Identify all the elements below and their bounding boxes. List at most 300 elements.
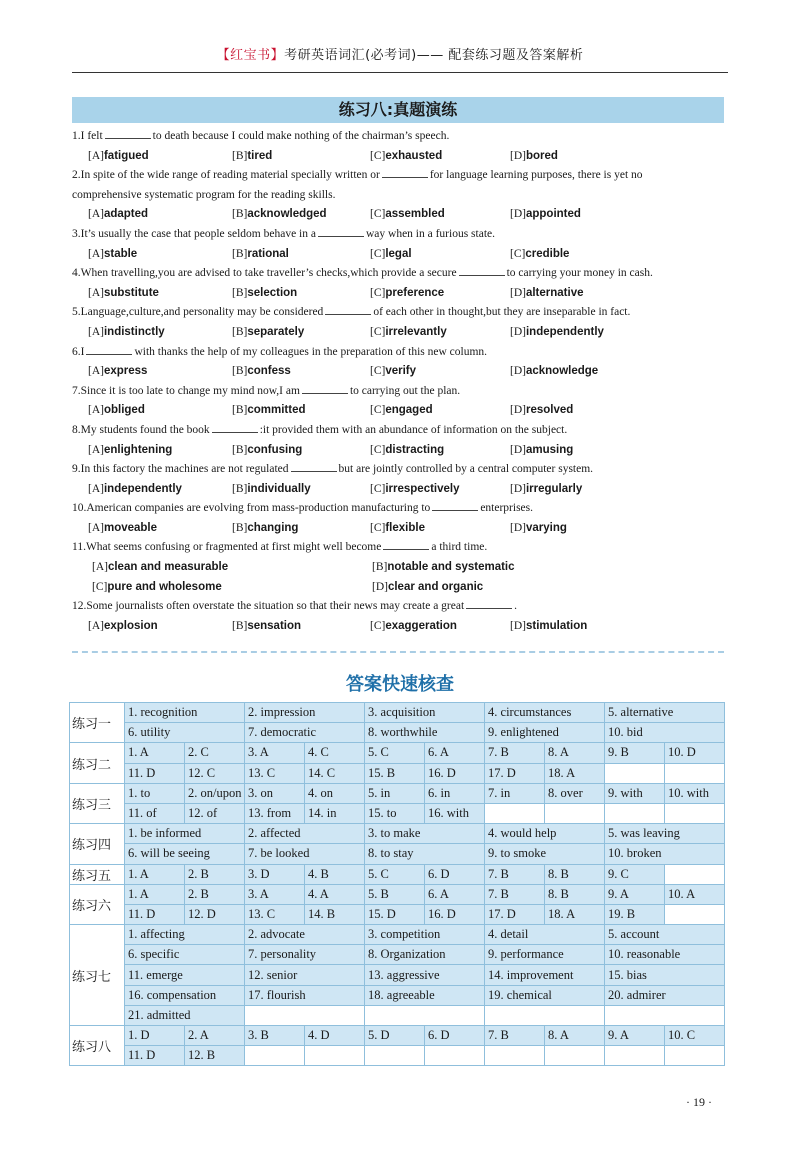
answer-cell (665, 763, 725, 783)
option-text: separately (247, 325, 305, 338)
option-letter: [B] (232, 443, 248, 456)
answer-blank (212, 422, 258, 433)
option-row (72, 519, 732, 539)
option-text: confess (247, 365, 291, 378)
answers-title: 答案快速核查 (346, 674, 454, 695)
question-text: Some journalists often overstate the situation so that their news may create a great (86, 600, 465, 613)
option-letter: [B] (232, 521, 248, 534)
answer-cell: 14. in (305, 803, 365, 823)
option-letter: [D] (372, 580, 388, 593)
option-text: flexible (385, 521, 425, 534)
option (510, 617, 587, 637)
option-text: sensation (247, 619, 302, 632)
option (370, 284, 444, 304)
question-number: 8. (72, 423, 81, 436)
option-letter: [B] (232, 404, 248, 417)
exercise-label: 练习四 (70, 824, 125, 864)
option-letter: [C] (370, 286, 386, 299)
question-stem (72, 421, 732, 441)
answer-cell: 8. B (545, 864, 605, 884)
answer-cell: 3. competition (365, 925, 485, 945)
option-text: fatigued (103, 149, 149, 162)
answer-cell: 13. from (245, 803, 305, 823)
page-number: · 19 · (686, 1095, 712, 1109)
option (232, 205, 327, 225)
option (510, 205, 581, 225)
question-text: to death because I could make nothing of the chairman’s speech. (152, 130, 450, 142)
answer-cell: 11. of (125, 803, 185, 823)
answer-cell: 4. D (305, 1026, 365, 1046)
option-text: irrelevantly (385, 325, 447, 338)
answer-cell: 3. to make (365, 824, 485, 844)
header-brand: 【红宝书】 (216, 48, 285, 63)
question-list (72, 127, 732, 636)
answer-cell: 15. B (365, 763, 425, 783)
option (370, 205, 445, 225)
option-text: varying (525, 521, 567, 534)
option-text: individually (247, 482, 311, 495)
exercise-label: 练习三 (70, 783, 125, 823)
answer-cell: 12. C (185, 763, 245, 783)
question-text: to carrying out the plan. (349, 384, 461, 397)
answer-cell: 9. A (605, 884, 665, 904)
option-letter: [D] (510, 482, 526, 495)
option-letter: [B] (232, 149, 248, 162)
answer-cell: 13. aggressive (365, 965, 485, 985)
option (92, 558, 228, 578)
question-stem (72, 499, 732, 519)
answer-cell: 18. A (545, 763, 605, 783)
question-text: American companies are evolving from mass-production manufacturing to (86, 502, 431, 515)
option-letter: [C] (370, 208, 386, 221)
option-text: engaged (385, 404, 433, 417)
answer-cell: 9. C (605, 864, 665, 884)
question-text: I (80, 345, 85, 358)
answer-cell: 19. chemical (485, 985, 605, 1005)
option-text: indistinctly (103, 325, 165, 338)
answer-row (70, 1026, 725, 1046)
answer-row (70, 945, 725, 965)
option (232, 284, 297, 304)
question-number: 11. (72, 541, 86, 554)
answer-blank (432, 500, 478, 511)
option-text: clean and measurable (107, 561, 229, 574)
question-stem (72, 382, 732, 402)
option-row (72, 323, 732, 343)
question-text: for language learning purposes, there is yet no (429, 169, 643, 182)
exercise-label: 练习二 (70, 743, 125, 783)
question-stem (72, 166, 732, 186)
question-text: When travelling,you are advised to take traveller’s checks,which provide a secure (80, 267, 457, 280)
option (232, 245, 289, 265)
question-text: I felt (80, 130, 103, 142)
answer-blank (318, 226, 364, 237)
option-letter: [D] (510, 619, 526, 632)
answer-cell (545, 1046, 605, 1066)
answer-cell (665, 1046, 725, 1066)
answer-row (70, 723, 725, 743)
question-number: 6. (72, 345, 81, 358)
answer-cell: 7. B (485, 864, 545, 884)
option-text: moveable (103, 521, 158, 534)
answer-cell: 3. on (245, 783, 305, 803)
answer-cell: 11. emerge (125, 965, 245, 985)
option-text: amusing (525, 443, 574, 456)
option-text: adapted (103, 208, 149, 221)
option (510, 519, 567, 539)
option-letter: [D] (510, 404, 526, 417)
answer-cell: 6. will be seeing (125, 844, 245, 864)
option (510, 441, 573, 461)
answer-cell: 5. was leaving (605, 824, 725, 844)
answer-cell: 3. D (245, 864, 305, 884)
question-number: 4. (72, 267, 81, 280)
option-text: assembled (385, 208, 445, 221)
option-letter: [C] (370, 365, 386, 378)
option-text: acknowledge (525, 365, 599, 378)
option-text: express (103, 365, 148, 378)
answer-cell: 15. D (365, 904, 425, 924)
question-text: . (514, 600, 518, 613)
option-letter: [D] (510, 521, 526, 534)
answer-cell: 10. D (665, 743, 725, 763)
option-row (72, 401, 732, 421)
answer-cell (665, 904, 725, 924)
answer-cell: 4. on (305, 783, 365, 803)
answer-cell: 9. A (605, 1026, 665, 1046)
option-text: clear and organic (387, 580, 484, 593)
answer-table (69, 702, 725, 1066)
option (232, 323, 304, 343)
answer-row (70, 904, 725, 924)
option-letter: [B] (232, 619, 248, 632)
option-letter: [A] (88, 482, 104, 495)
option-text: acknowledged (247, 208, 327, 221)
option-letter: [B] (232, 208, 248, 221)
answer-cell (665, 864, 725, 884)
option-letter: [D] (510, 443, 526, 456)
header-title: 考研英语词汇(必考词)—— 配套练习题及答案解析 (284, 48, 584, 63)
option-text: exhausted (385, 149, 443, 162)
option-row (72, 617, 732, 637)
answer-cell: 14. B (305, 904, 365, 924)
option-text: committed (247, 404, 306, 417)
question-stem (72, 264, 732, 284)
exercise-label: 练习七 (70, 925, 125, 1026)
question-text: It’s usually the case that people seldom behave in a (80, 227, 316, 240)
option-letter: [A] (88, 149, 104, 162)
question-text: In spite of the wide range of reading material specially written or (80, 169, 380, 182)
question-number: 9. (72, 463, 81, 476)
question-text: but are jointly controlled by a central computer system. (338, 463, 594, 476)
option-text: tired (247, 149, 273, 162)
answer-cell: 10. bid (605, 723, 725, 743)
answer-cell: 9. enlightened (485, 723, 605, 743)
option (88, 401, 145, 421)
answer-cell (365, 1046, 425, 1066)
answer-cell: 7. democratic (245, 723, 365, 743)
option-row (72, 480, 732, 500)
option-text: stable (103, 247, 138, 260)
answer-cell: 15. to (365, 803, 425, 823)
option (88, 147, 149, 167)
answer-cell: 1. A (125, 884, 185, 904)
running-header (72, 44, 728, 63)
option-row (72, 205, 732, 225)
option-letter: [A] (88, 286, 104, 299)
option (88, 245, 137, 265)
question-stem (72, 343, 732, 363)
option-letter: [C] (370, 521, 386, 534)
answer-row (70, 884, 725, 904)
option-text: confusing (247, 443, 303, 456)
option-letter: [B] (232, 247, 248, 260)
answer-cell: 5. D (365, 1026, 425, 1046)
option-text: irrespectively (385, 482, 460, 495)
answer-cell: 7. B (485, 1026, 545, 1046)
answer-cell: 12. D (185, 904, 245, 924)
question-stem (72, 225, 732, 245)
exercise-label: 练习八 (70, 1026, 125, 1066)
answer-cell: 4. would help (485, 824, 605, 844)
answer-cell: 20. admirer (605, 985, 725, 1005)
answer-cell: 8. worthwhile (365, 723, 485, 743)
answer-row (70, 1046, 725, 1066)
answer-cell: 2. B (185, 864, 245, 884)
answer-cell: 11. D (125, 1046, 185, 1066)
answer-cell: 5. C (365, 864, 425, 884)
option (88, 284, 159, 304)
answer-blank (325, 304, 371, 315)
answer-cell: 7. B (485, 884, 545, 904)
option-row (72, 245, 732, 265)
option-letter: [C] (510, 247, 526, 260)
answer-cell: 12. of (185, 803, 245, 823)
answer-blank (86, 344, 132, 355)
answer-cell: 3. A (245, 884, 305, 904)
option (370, 480, 460, 500)
answer-cell: 1. affecting (125, 925, 245, 945)
answer-cell (605, 763, 665, 783)
option-text: explosion (103, 619, 158, 632)
answer-cell: 14. C (305, 763, 365, 783)
answer-cell: 4. B (305, 864, 365, 884)
option-letter: [C] (370, 325, 386, 338)
option-text: enlightening (103, 443, 173, 456)
question-text: a third time. (431, 541, 488, 554)
answer-cell: 9. performance (485, 945, 605, 965)
answer-cell: 1. be informed (125, 824, 245, 844)
question-stem (72, 597, 732, 617)
answer-cell: 3. acquisition (365, 703, 485, 723)
answer-cell: 1. A (125, 864, 185, 884)
option (92, 578, 222, 598)
option (88, 362, 147, 382)
option-row (72, 578, 732, 598)
answer-cell: 10. C (665, 1026, 725, 1046)
answer-cell: 11. D (125, 763, 185, 783)
option-text: selection (247, 286, 298, 299)
answer-row (70, 864, 725, 884)
option (372, 578, 483, 598)
answer-cell: 9. to smoke (485, 844, 605, 864)
option-letter: [A] (88, 521, 104, 534)
exercise-label: 练习五 (70, 864, 125, 884)
option (510, 147, 558, 167)
answer-cell (365, 1005, 485, 1025)
option-letter: [A] (88, 443, 104, 456)
option-text: resolved (525, 404, 574, 417)
question-text: Since it is too late to change my mind now,I am (80, 384, 300, 397)
option (510, 362, 598, 382)
question-number: 1. (72, 130, 81, 142)
option-text: independently (525, 325, 604, 338)
answer-row (70, 743, 725, 763)
option (88, 480, 182, 500)
answer-cell: 2. advocate (245, 925, 365, 945)
option (370, 245, 412, 265)
answer-cell: 4. detail (485, 925, 605, 945)
answer-cell: 7. personality (245, 945, 365, 965)
exercise-label: 练习一 (70, 703, 125, 743)
option (370, 362, 416, 382)
option-letter: [A] (88, 619, 104, 632)
option (370, 147, 442, 167)
answer-row (70, 965, 725, 985)
answer-row (70, 824, 725, 844)
answer-cell: 3. B (245, 1026, 305, 1046)
answer-cell: 12. B (185, 1046, 245, 1066)
option (510, 480, 582, 500)
answer-cell: 16. D (425, 763, 485, 783)
option (370, 617, 457, 637)
answer-cell (425, 1046, 485, 1066)
answer-cell: 5. in (365, 783, 425, 803)
option-letter: [C] (92, 580, 108, 593)
option-text: obliged (103, 404, 145, 417)
option (232, 147, 272, 167)
option-letter: [B] (232, 325, 248, 338)
question-text: to carrying your money in cash. (506, 267, 653, 280)
option (88, 519, 157, 539)
answer-cell: 17. flourish (245, 985, 365, 1005)
option (510, 284, 584, 304)
question-text: In this factory the machines are not regulated (80, 463, 289, 476)
option-text: stimulation (525, 619, 588, 632)
answer-row (70, 925, 725, 945)
answer-blank (383, 539, 429, 550)
answer-cell: 5. B (365, 884, 425, 904)
answer-cell (245, 1005, 365, 1025)
option (510, 401, 573, 421)
option-letter: [A] (88, 208, 104, 221)
option-letter: [D] (510, 325, 526, 338)
answer-cell: 10. broken (605, 844, 725, 864)
option-letter: [C] (370, 149, 386, 162)
answer-cell: 4. circumstances (485, 703, 605, 723)
answer-cell: 18. agreeable (365, 985, 485, 1005)
answer-cell: 2. affected (245, 824, 365, 844)
answer-cell: 15. bias (605, 965, 725, 985)
question-number: 7. (72, 384, 81, 397)
answer-cell (605, 1046, 665, 1066)
answer-cell: 8. over (545, 783, 605, 803)
answer-cell: 6. A (425, 884, 485, 904)
answer-cell: 6. D (425, 864, 485, 884)
option-letter: [B] (232, 482, 248, 495)
option-letter: [A] (92, 561, 108, 574)
option (510, 245, 569, 265)
option (232, 441, 302, 461)
answer-cell: 19. B (605, 904, 665, 924)
option-letter: [C] (370, 619, 386, 632)
option-letter: [D] (510, 149, 526, 162)
answer-cell: 6. A (425, 743, 485, 763)
answer-cell (545, 803, 605, 823)
option-letter: [C] (370, 247, 386, 260)
section-title: 练习八:真题演练 (72, 97, 724, 123)
answer-row (70, 703, 725, 723)
option-text: pure and wholesome (107, 580, 222, 593)
answer-cell: 4. A (305, 884, 365, 904)
option (88, 205, 148, 225)
option-text: verify (385, 365, 417, 378)
option-letter: [A] (88, 404, 104, 417)
answer-row (70, 783, 725, 803)
option-text: distracting (385, 443, 445, 456)
answer-cell: 16. with (425, 803, 485, 823)
question-number: 5. (72, 306, 81, 319)
answer-cell: 5. account (605, 925, 725, 945)
question-text: way when in a furious state. (365, 227, 496, 240)
answer-cell: 9. with (605, 783, 665, 803)
answer-row (70, 763, 725, 783)
answer-cell: 4. C (305, 743, 365, 763)
answer-cell (485, 1005, 605, 1025)
answer-row (70, 844, 725, 864)
answer-cell (245, 1046, 305, 1066)
answer-row (70, 1005, 725, 1025)
answer-cell: 2. C (185, 743, 245, 763)
option (88, 323, 165, 343)
header-rule (72, 72, 728, 73)
answer-cell: 21. admitted (125, 1005, 245, 1025)
question-text: :it provided them with an abundance of information on the subject. (259, 423, 568, 436)
option-letter: [B] (232, 365, 248, 378)
question-text: enterprises. (480, 502, 534, 515)
answer-cell: 8. Organization (365, 945, 485, 965)
option-letter: [A] (88, 325, 104, 338)
option (232, 401, 306, 421)
question-text: Language,culture,and personality may be considered (80, 306, 324, 319)
option-text: preference (385, 286, 445, 299)
answer-cell: 6. D (425, 1026, 485, 1046)
answer-cell (485, 803, 545, 823)
answer-blank (302, 383, 348, 394)
answer-row (70, 985, 725, 1005)
question-text: What seems confusing or fragmented at first might well become (85, 541, 382, 554)
answer-cell: 3. A (245, 743, 305, 763)
option (370, 519, 425, 539)
option-text: appointed (525, 208, 581, 221)
option-row (72, 441, 732, 461)
answer-cell (605, 803, 665, 823)
option-text: credible (525, 247, 570, 260)
answer-cell: 17. D (485, 904, 545, 924)
question-text: My students found the book (80, 423, 210, 436)
question-stem (72, 538, 732, 558)
answer-cell: 1. D (125, 1026, 185, 1046)
